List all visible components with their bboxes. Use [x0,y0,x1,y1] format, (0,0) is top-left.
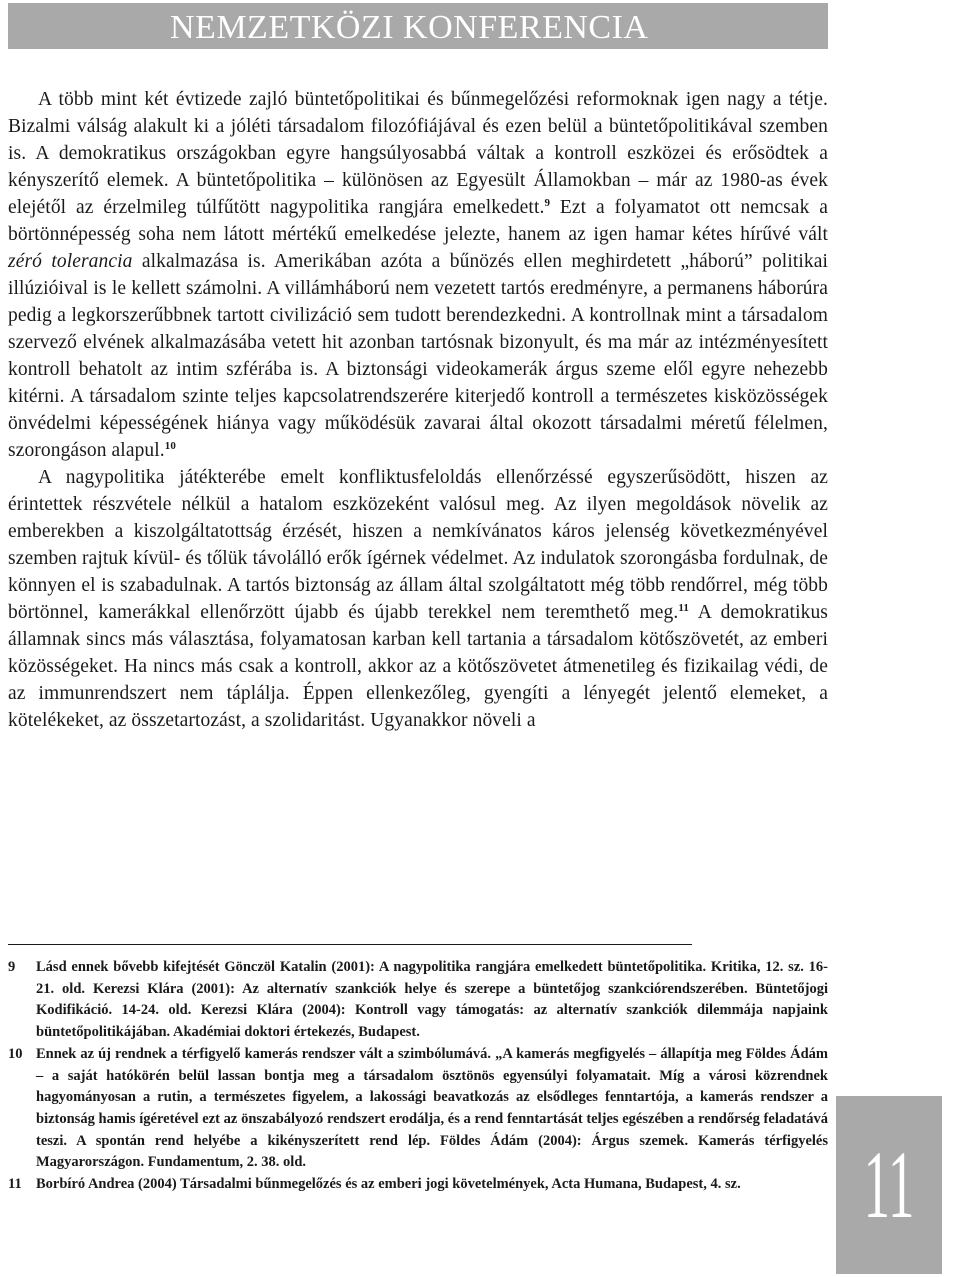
footnotes [8,957,828,1196]
page-number: 11 [863,1131,915,1238]
paragraph-2 [8,464,828,734]
footnote-ref-11: 11 [678,602,689,614]
footnote-text: Ennek az új rendnek a térfigyelő kamerás rendszer vált a szimbólumává. „A kamerás megfigyelés – állapítja meg Földes Ádám – a saját hatókörén belül lassan bontja meg a társadalom ösztönös egyensúlyi folyamatait. Míg a városi közrendnek hagyományosan a rutin, a természetes figyelem, a lakossági beavatkozás az elsődleges fenntartója, a kamerás rendszer a biztonság hamis ígéretével ezt az önszabályozó rendszert erodálja, és a rend fenntartását teljes egészében a rendőrség feladatává teszi. A spontán rend helyébe a kikényszerített rend lép. Földes Ádám (2004): Árgus szemek. Kamerás térfigyelés Magyarországon. Fundamentum, 2. 38. old. [36,1045,828,1171]
italic-term: zéró tolerancia [8,251,133,272]
paragraph-1-text-c: alkalmazása is. Amerikában azóta a bűnözés ellen meghirdetett „háború” politikai illúzióival is le kellett számolni. A villámháború nem vezetett tartós eredményre, a permanens háborúra pedig a legkorszerűbbnek tartott civilizáció sem tudott berendezkedni. A kontrollnak mint a társadalom szervező elvének alkalmazásába vetett hit azonban tartósnak bizonyult, és ma már az intézményesített kontroll behatolt az intim szférába is. A biztonsági videokamerák árgus szeme elől egyre nehezebb kitérni. A társadalom szinte teljes kapcsolatrendszerére kiterjedő kontroll a természetes kisközösségek önvédelmi képességének hiánya vagy működésük zavarai által okozott társadalmi méretű félelmen, szorongáson alapul. [8,251,829,461]
footnote-number: 9 [8,959,16,975]
footnote-9 [8,957,828,1044]
page-header-title: NEMZETKÖZI KONFERENCIA [170,9,649,46]
paragraph-2-text-a: A nagypolitika játékterébe emelt konfliktusfeloldás ellenőrzéssé egyszerűsödött, hiszen az érintettek részvétele nélkül a hatalom eszközeként valósul meg. Az ilyen megoldások növelik az emberekben a kiszolgáltatottság érzését, hiszen a nemkívánatos káros jelenség következményével szemben rajtuk kívül- és tőlük távolálló erők ígérnek védelmet. Az indulatok szorongásba fordulnak, de könnyen el is szabadulnak. A tartós biztonság az állam által szolgáltatott még több rendőrrel, még több börtönnel, kamerákkal ellenőrzött újabb és újabb terekkel nem teremthető meg. [8,467,828,623]
paragraph-1-text-b: Ezt a folyamatot ott nemcsak a börtönnépesség soha nem látott mértékű emelkedése jelezte, hanem az igen hamar kétes hírűvé vált [8,197,828,245]
footnote-text: Borbíró Andrea (2004) Társadalmi bűnmegelőzés és az emberi jogi követelmények, Acta Humana, Budapest, 4. sz. [36,1176,741,1193]
body-text [8,86,828,734]
footnote-separator [8,944,692,945]
footnote-number: 10 [8,1045,23,1062]
footnote-ref-10: 10 [164,440,176,452]
footnote-text: Lásd ennek bővebb kifejtését Gönczöl Katalin (2001): A nagypolitika rangjára emelkedett büntetőpolitika. Kritika, 12. sz. 16-21. old. Kerezsi Klára (2001): Az alternatív szankciók helye és szerepe a büntetőjog szankciórendszerében. Büntetőjogi Kodifikáció. 14-24. old. Kerezsi Klára (2004): Kontroll vagy támogatás: az alternatív szankciók dilemmája napjaink büntetőpolitikájában. Akadémiai doktori értekezés, Budapest. [36,959,828,1041]
footnote-number: 11 [8,1176,22,1193]
page-number-box [836,1096,942,1274]
footnote-10 [8,1044,828,1174]
paragraph-2-text-b: A demokratikus államnak sincs más választása, folyamatosan karban kell tartania a társadalom kötőszövetét, az emberi közösségeket. Ha nincs más csak a kontroll, akkor az a kötőszövetet átmenetileg és fizikailag védi, de az immunrendszert nem táplálja. Éppen ellenkezőleg, gyengíti a lényegét jelentő elemeket, a kötelékeket, az összetartozást, a szolidaritást. Ugyanakkor növeli a [8,602,828,731]
footnote-ref-9: 9 [544,197,551,209]
footnote-11 [8,1174,828,1196]
header-bar [8,3,828,49]
paragraph-1 [8,86,828,464]
paragraph-1-text-a: A több mint két évtizede zajló büntetőpolitikai és bűnmegelőzési reformoknak igen nagy a tétje. Bizalmi válság alakult ki a jóléti társadalom filozófiájával és ezen belül a büntetőpolitikával szemben is. A demokratikus országokban egyre hangsúlyosabbá váltak a kontroll eszközei és erősödtek a kényszerítő elemek. A büntetőpolitika – különösen az Egyesült Államokban – már az 1980-as évek elejétől az érzelmileg túlfűtött nagypolitika rangjára emelkedett. [8,89,828,218]
